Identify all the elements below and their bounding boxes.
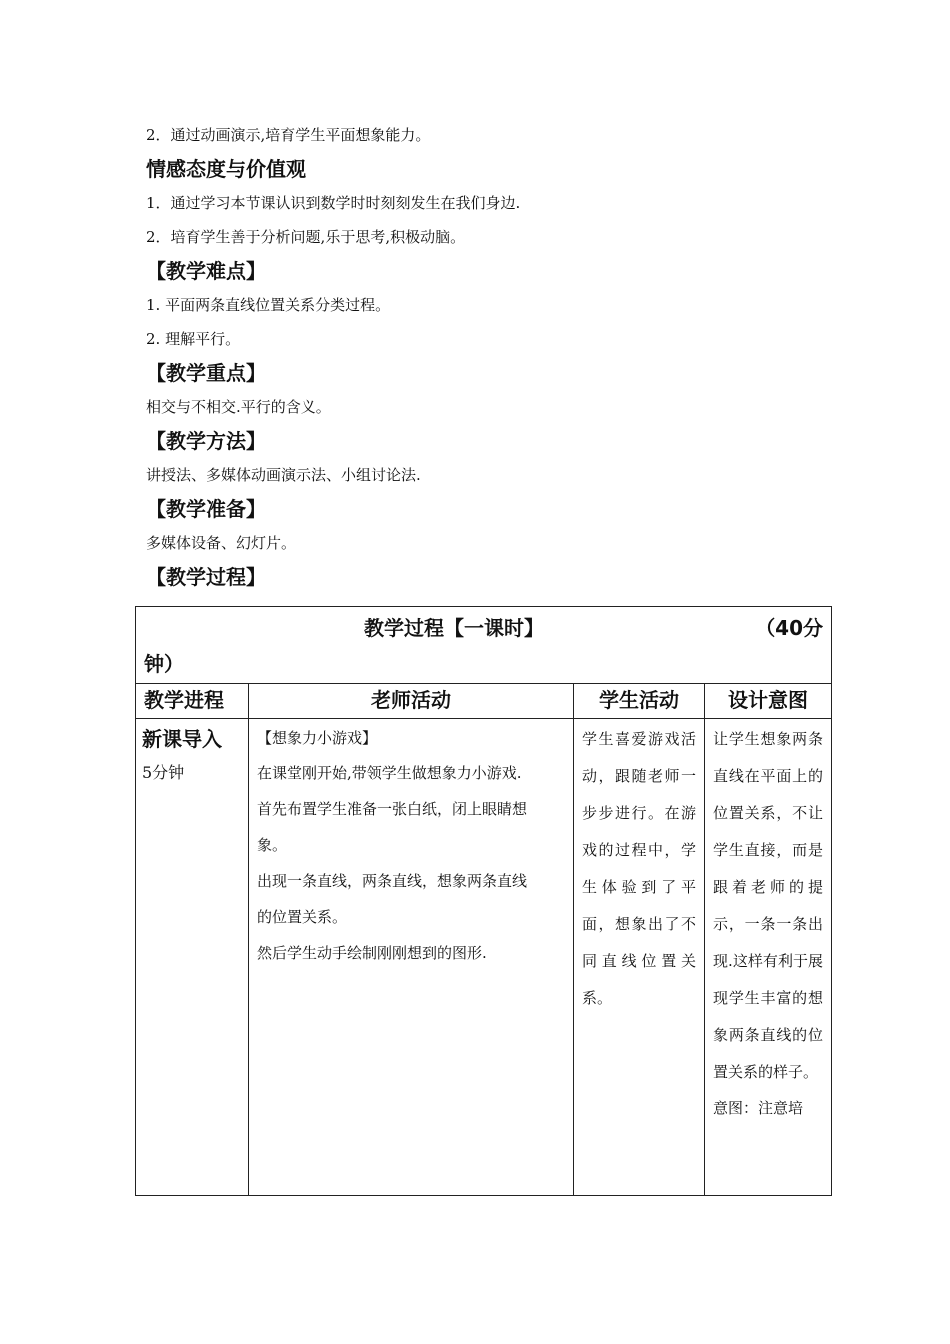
- difficulty-item-1: 1. 平面两条直线位置关系分类过程。: [146, 296, 391, 314]
- key-points-text: 相交与不相交.平行的含义。: [146, 398, 331, 416]
- design-intent-cell: [705, 719, 832, 1196]
- table-title: 教学过程【一课时】: [364, 615, 544, 640]
- preparation-text: 多媒体设备、幻灯片。: [146, 534, 297, 552]
- teacher-activity-title: 【想象力小游戏】: [257, 729, 378, 747]
- method-heading: 【教学方法】: [146, 429, 266, 453]
- ability-item-2: 2．通过动画演示,培育学生平面想象能力。: [146, 126, 431, 144]
- difficulty-heading: 【教学难点】: [146, 259, 266, 283]
- method-text: 讲授法、多媒体动画演示法、小组讨论法.: [146, 466, 421, 484]
- process-table: [135, 606, 832, 1196]
- student-activity-cell: [574, 719, 705, 1196]
- document-page: [146, 118, 836, 594]
- header-student: 学生活动: [574, 684, 705, 719]
- emotion-heading: 情感态度与价值观: [146, 157, 306, 181]
- header-intent: 设计意图: [705, 684, 832, 719]
- table-duration-cont: 钟）: [144, 652, 184, 676]
- teacher-line: 象。: [257, 836, 288, 854]
- stage-name: 新课导入: [142, 727, 222, 751]
- teacher-line: 在课堂刚开始,带领学生做想象力小游戏.: [257, 764, 522, 782]
- emotion-item-2: 2．培育学生善于分析问题,乐于思考,积极动脑。: [146, 228, 466, 246]
- process-heading: 【教学过程】: [146, 565, 266, 589]
- header-stage: 教学进程: [136, 684, 249, 719]
- table-header-row: [136, 684, 832, 719]
- difficulty-item-2: 2. 理解平行。: [146, 330, 241, 348]
- header-teacher: 老师活动: [249, 684, 574, 719]
- teacher-line: 首先布置学生准备一张白纸，闭上眼睛想: [257, 800, 528, 818]
- student-activity-text: 学生喜爱游戏活动，跟随老师一步步进行。在游戏的过程中，学生体验到了平面，想象出了不同直线位置关系。: [582, 730, 696, 1007]
- emotion-item-1: 1．通过学习本节课认识到数学时时刻刻发生在我们身边.: [146, 194, 521, 212]
- teacher-activity-cell: [249, 719, 574, 1196]
- preparation-heading: 【教学准备】: [146, 497, 266, 521]
- design-intent-text: 让学生想象两条直线在平面上的位置关系，不让学生直接，而是跟着老师的提示，一条一条出现.这样有利于展现学生丰富的想象两条直线的位置关系的样子。: [713, 730, 824, 1081]
- teacher-line: 然后学生动手绘制刚刚想到的图形.: [257, 944, 487, 962]
- teacher-line: 的位置关系。: [257, 908, 348, 926]
- stage-time: 5分钟: [142, 763, 185, 782]
- table-title-cell: [136, 607, 832, 684]
- table-row: [136, 719, 832, 1196]
- teacher-line: 出现一条直线，两条直线，想象两条直线: [257, 872, 528, 890]
- key-points-heading: 【教学重点】: [146, 361, 266, 385]
- table-duration: （40分: [755, 615, 824, 640]
- design-intent-note: 意图：注意培: [713, 1099, 804, 1117]
- stage-cell: [136, 719, 249, 1196]
